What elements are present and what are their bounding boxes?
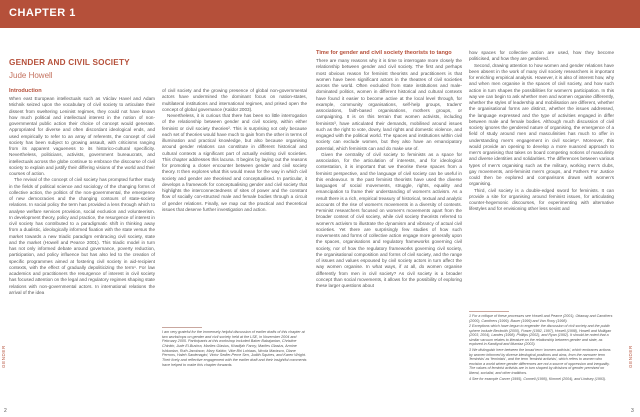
- paragraph: The revival of the concept of civil society has prompted further study in the fields of political science and sociology of the changing forms of collective action, the politics of the non-governmental, the emergence of new democracies and the changing contours of state-society relations. In social policy the term has provided a lens through which to analyse welfare services provision, social exclusion and volunteerism. In development theory, policy and practice, the resurgence of interest in civil society has contributed to a paradigmatic shift in thinking away from a dualistic, ideologically informed fixation with the state versus the market towards a new triadic paradigm embracing civil society, state and the market (Howell and Pearce 2001). This triadic model in turn has not only informed debate around governance, poverty reduction, participation, and policy influence but has also led to the creation of specific programmes aimed at fostering civil society in aid-recipient contexts, with the effect of gradually depoliticizing the term¹. For law academics and practitioners the resurgence of interest in civil society has focused attention on the legal and regulatory regimes shaping state relations with non-governmental actors. In international relations the arrival of the idea: [9, 177, 155, 295]
- side-label-left: GENDER: [1, 345, 6, 368]
- footnote-separator: [469, 311, 509, 312]
- side-label-right: GENDER: [628, 345, 633, 368]
- paragraph: Given the centrality of civil society to feminists as a space for association, for the articulation of interests, and for ideological contestation, it is important that we theorise these spaces from a feminist perspective, and the language of civil society can be useful in this endeavour. In the past feminist theorists have used the diverse languages of social movements, struggle, rights, equality and emancipation to frame their understanding of women's activism. As a result there is a rich, empirical treasury of historical, textual and analytic accounts of the rise of women's movements in a diversity of contexts. Feminist researchers focused on women's movements apart from the broader context of civil society, while civil society theorists referred to women's activism to illustrate the dynamism and vibrancy of actual civil societies. Yet there are surprisingly few studies of how such movements and forms of collective action engage more generally upon the spaces, organisations and regulatory frameworks governing civil society, nor of how the regulatory frameworks governing civil society, the organisational composition and forms of civil society, and the range of issues and values espoused by civil society actors in turn affect the way women organise. In what ways, if at all, do women organise differently from men in civil society? As civil society is a broader concept than social movements, it allows for the possibility of exploring these larger questions about: [316, 151, 462, 288]
- paragraph: how spaces for collective action are used, how they become politicised, and how they are gendered.: [469, 50, 614, 62]
- chapter-title: GENDER AND CIVIL SOCIETY: [9, 58, 130, 67]
- chapter-header-bar: [0, 0, 640, 28]
- section-heading-tango: Time for gender and civil society theorists to tango: [316, 50, 452, 56]
- paragraph: of civil society and the growing presence of global non-governmental actors have undermined the dominant focus on nation-states, multilateral institutions and international regimes, and prised open the concept of global governance (Kaldor 2003).: [162, 88, 307, 112]
- page-number-right: 3: [631, 408, 634, 414]
- footnote: 1 For a critique of these processes see Howell and Pearce (2001), Ottaway and Carothers (2000), Carothers (1999), Bauer (1999) and Van Rooy (1998).: [469, 314, 613, 323]
- chapter-label: CHAPTER 1: [9, 7, 76, 19]
- left-page-column-2: [162, 88, 307, 213]
- acknowledgement-footnote: I am very grateful for the immensely helpful discussion of earlier drafts of this chapter at two workshops on gender and civil society held at the LSE, in November 2004 and February 2005. Participants at this workshop included Baker Babajanian, Christine Chinkin, Jude El-Bushra, Marlies Glasius, Khadijah Fancy, Marlies Glasius, Armine Ishkanian, Ruth Jacobson, Mary Kaldor, Vibe Bhi Lohiaas, Nicola Mariasco, Diane Perrons, Haleh Sardenagini, Victor Sedler-Perce Sen, Judith Squires, and Karen Wright. Their lively and reflective engagement with the earlier draft and their insightful comments have helped to make this chapter forwards.: [162, 330, 307, 367]
- footnote-separator: [162, 327, 202, 328]
- paragraph: When east European intellectuals such as Václav Havel and Adam Michnik seized upon the vocabulary of civil society to articulate their dissent from sweltering Leninist regimes, they could not have known how much political and intellectual interest in the notion of non-governmental public action their choice of concept would generate. Appropriated for diverse and often discordant ideological ends, and used empirically to refer to an array of referents, the concept of civil society has been subject to growing assault, with criticisms ranging from its apparent vagueness to its historico-cultural specificity. Nevertheless, politicians, activists, government bureaucrats, and intellectuals across the globe continue to embrace the discourse of civil society to explain and justify their differing visions of the world and their courses of action.: [9, 96, 155, 176]
- footnote-list: [469, 314, 614, 382]
- left-page-column-1: [9, 88, 155, 296]
- paragraph: There are many reasons why it is time to interrogate more closely the relationship between gender and civil society. The first and perhaps most obvious reason for feminist theorists and practitioners is that women have been significant actors in the theatres of civil societies across the world. Often excluded from state institutions and male-dominated politics, women in different historical and cultural contexts have found it easier to become active at the local level through, for example, community organisations, self-help groups, traders' associations, faith-based organisations, mothers groups, or campaigning. It is on this terrain that women activists, including feminists³, have articulated their demands, mobilised around issues such as the right to vote, dowry, land rights and domestic violence, and engaged with the political world. The spaces and institutions within civil society can exclude women, but they also have an emancipatory potential, which feminists can and do make use of.: [316, 58, 462, 151]
- footnote: 2 Exceptions which have begun to engender the discussion of civil society and the public sphere include Beckwith (2000), Fraser (1992, 1997), Howell (1998), Howell and Mulligan (2003, 2004), Landes (1998), Phillips (2002), and Ryan (1992). It should be noted that a similar vacuum relates to literature on the relationship between gender and state, as explored in Kandiyoti and Mumtaz (2003).: [469, 324, 612, 347]
- section-heading-introduction: Introduction: [9, 88, 42, 94]
- paragraph: Third, civil society is a double-edged sword for feminists. It can provide a site for organising around feminist issues, for articulating counter-hegemonic discourses, for experimenting with alternative lifestyles and for envisioning other less sexist and: [469, 187, 614, 212]
- right-page-column-1: [316, 50, 462, 289]
- page-number-left: 2: [4, 408, 7, 414]
- footnote: 4 See for example Carver (1995), Connell (1995), Kimmel (2004), and Lindsey (1993).: [469, 376, 607, 381]
- footnote: 3 We distinguish here between the broad term 'women activists', which embraces actions by women informed by diverse ideological positions and aims, from the narrower term 'feminists' as 'feminists', and the term 'feminist activists', which refers to women who envision a world where gender differences are not a source of oppression and inequality. The values of feminist activists are in turn shaped by divisions of gender premised on liberal, socialist, and other traditions.: [469, 348, 611, 375]
- paragraph: Second, drawing attention to how women and gender relations have been absent in the work of many civil society researchers is important for enriching empirical analysis. However, it is also of interest how, why and when men organise in the spaces of civil society, and how such action in turn shapes the possibilities for women's participation. In this way we can begin to ask whether men and women organise differently, whether the styles of leadership and mobilisation are different, whether the organisational forms are distinct, whether the issues addressed, the language expressed and the type of activities engaged in differ between male and female bodies. Although much discussion of civil society ignores the gendered nature of organising, the emergence of a field of study around men and masculinities has much to offer in understanding men's engagement in civil society⁴. Moreover, this would provide an opening to develop a more nuanced approach to men's organising that takes on board competing notions of masculinity and diverse identities and solidarities. The differences between various types of men's organising such as the military, working men's clubs, gay movements, anti-feminist men's groups, and Fathers For Justice could then be explored and comparisons drawn with women's organising.: [469, 62, 614, 187]
- right-page-column-2: [469, 50, 614, 213]
- paragraph: Nevertheless, it is curious that there has been so little interrogation of the relationship between gender and civil society, within either feminist or civil society theories². This is surprising not only because each set of theories would have much to gain from the other in terms of illumination and practical knowledge, but also because organising around gender relations can constitute in different historical and cultural contexts a significant part of actually existing civil societies. This chapter addresses this lacuna. It begins by laying out the reasons for promoting a closer encounter between gender and civil society theory. It then explores what this would mean for the way in which civil society and gender are theorised and conceptualised. In particular, it develops a framework for conceptualising gender and civil society that highlights the interconnectedness of sites of power and the constant flow of socially con-structed male and female bodies through a circuit of gender relations. Finally, we map out the practical and theoretical issues that deserve further investigation and action.: [162, 113, 307, 212]
- author-name: Jude Howell: [9, 71, 53, 80]
